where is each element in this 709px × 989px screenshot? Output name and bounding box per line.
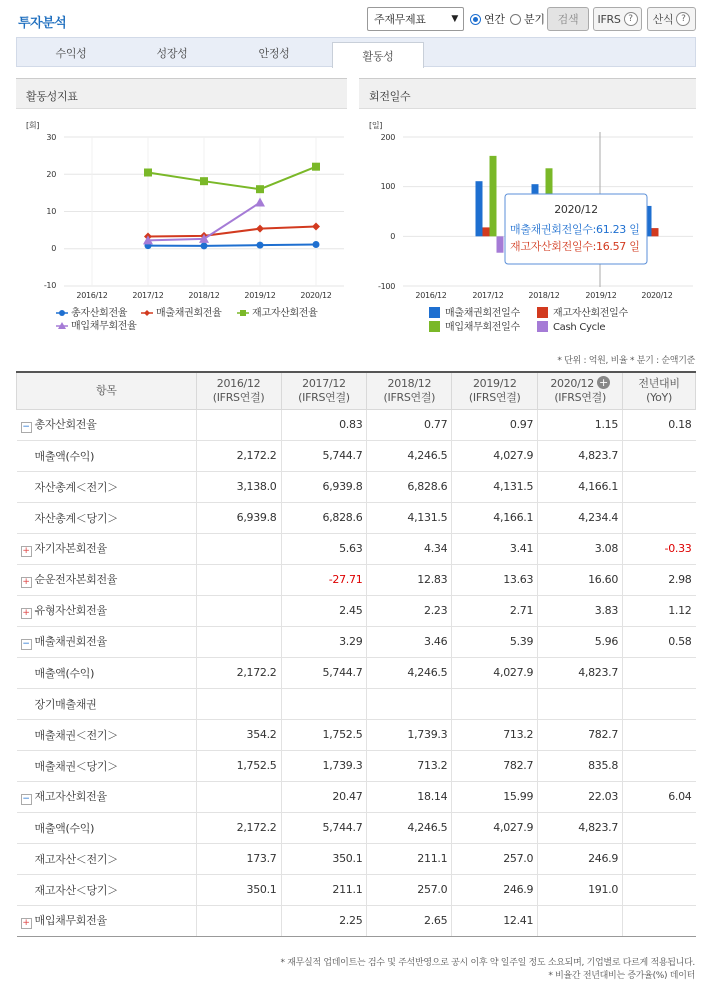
table-row: [17, 843, 696, 874]
tooltip-line-inventory: 재고자산회전일수:16.57 일: [510, 240, 640, 253]
right-ytick: 0: [390, 232, 395, 241]
left-ytick: -10: [43, 281, 56, 290]
legend-receivables-days[interactable]: 매출채권회전일수: [445, 308, 520, 319]
table-cell: 0.18: [623, 409, 696, 440]
table-header-row: [17, 372, 696, 409]
header-text: 2019/12: [472, 376, 517, 390]
table-cell: 246.9: [452, 874, 538, 905]
row-label-text: 재고자산＜전기＞: [34, 852, 118, 866]
tooltip-line-receivables: 매출채권회전일수:61.23 일: [510, 223, 640, 236]
legend-payables-days[interactable]: 매입채무회전일수: [445, 322, 520, 333]
row-label[interactable]: [17, 626, 197, 657]
row-label: [17, 750, 197, 781]
table-row: [17, 781, 696, 812]
table-cell: 0.97: [452, 409, 538, 440]
bar[interactable]: [652, 228, 659, 236]
row-label[interactable]: [17, 905, 197, 936]
table-cell: 2.23: [367, 595, 452, 626]
row-label: [17, 657, 197, 688]
formula-label: 산식: [652, 13, 674, 26]
header-col: [367, 372, 452, 409]
table-cell: 354.2: [196, 719, 281, 750]
report-type-select[interactable]: [367, 7, 464, 31]
data-point[interactable]: [312, 163, 320, 171]
turnover-days-bar-chart: [359, 110, 696, 338]
expand-icon[interactable]: +: [22, 918, 30, 928]
header-text: 2016/12: [216, 376, 261, 390]
table-cell: 2,172.2: [196, 440, 281, 471]
table-row: [17, 874, 696, 905]
table-cell: 713.2: [452, 719, 538, 750]
data-point[interactable]: [201, 242, 208, 249]
table-cell: [623, 874, 696, 905]
row-label: [17, 440, 197, 471]
table-cell: [196, 905, 281, 936]
table-row: [17, 440, 696, 471]
table-cell: 1,739.3: [281, 750, 367, 781]
tab-activity[interactable]: 활동성: [332, 42, 424, 68]
table-body: [17, 409, 696, 936]
right-xtick: 2016/12: [415, 291, 447, 300]
collapse-icon[interactable]: −: [22, 639, 30, 649]
table-cell: 6,828.6: [367, 471, 452, 502]
collapse-icon[interactable]: −: [22, 794, 30, 804]
legend-total-asset-turnover[interactable]: 총자산회전율: [71, 308, 128, 319]
table-cell: 4,027.9: [452, 440, 538, 471]
data-point[interactable]: [256, 185, 264, 193]
table-cell: 5.39: [452, 626, 538, 657]
table-cell: 15.99: [452, 781, 538, 812]
row-label[interactable]: [17, 533, 197, 564]
table-cell: 18.14: [367, 781, 452, 812]
table-cell: 1,752.5: [196, 750, 281, 781]
row-label[interactable]: [17, 781, 197, 812]
panel-title-turnover-days: 회전일수: [359, 78, 696, 109]
header-text: (IFRS연결): [468, 390, 521, 404]
table-cell: 257.0: [452, 843, 538, 874]
table-cell: [196, 564, 281, 595]
table-cell: 3.83: [538, 595, 623, 626]
header-col: [452, 372, 538, 409]
search-button-label: 검색: [557, 13, 579, 26]
table-row: [17, 595, 696, 626]
right-ytick: 200: [380, 133, 395, 142]
table-cell: 4,823.7: [538, 657, 623, 688]
header-text: (IFRS연결): [298, 390, 350, 404]
table-cell: [196, 595, 281, 626]
table-cell: [281, 688, 367, 719]
radio-selected-icon: [470, 14, 481, 25]
table-cell: [196, 688, 281, 719]
table-cell: 2.45: [281, 595, 367, 626]
data-point[interactable]: [256, 225, 264, 233]
row-label: [17, 843, 197, 874]
panel-title-activity: 활동성지표: [16, 78, 347, 109]
table-cell: 4,166.1: [452, 502, 538, 533]
table-row: [17, 750, 696, 781]
table-cell: 4,131.5: [452, 471, 538, 502]
table-row: [17, 471, 696, 502]
left-legend: [56, 306, 318, 332]
left-xtick: 2018/12: [188, 291, 220, 300]
table-cell: 4,246.5: [367, 440, 452, 471]
header-col: [281, 372, 367, 409]
table-cell: 3.46: [367, 626, 452, 657]
table-cell: [623, 843, 696, 874]
table-cell: [623, 502, 696, 533]
right-ytick: -100: [378, 282, 395, 291]
table-cell: 0.83: [281, 409, 367, 440]
table-cell: [538, 905, 623, 936]
right-xtick: 2020/12: [641, 291, 673, 300]
question-icon: ?: [676, 12, 690, 26]
legend-marker-icon: [429, 321, 440, 332]
legend-marker-icon: [240, 310, 246, 316]
row-label[interactable]: [17, 564, 197, 595]
table-row: [17, 626, 696, 657]
header-text: 전년대비: [638, 376, 680, 390]
table-cell: [452, 688, 538, 719]
left-gridlines: [64, 137, 344, 286]
table-cell: 173.7: [196, 843, 281, 874]
table-cell: 211.1: [367, 843, 452, 874]
table-cell: 3.29: [281, 626, 367, 657]
table-cell: 5,744.7: [281, 440, 367, 471]
table-cell: 4,823.7: [538, 440, 623, 471]
table-cell: [367, 688, 452, 719]
header-text: 항목: [95, 383, 117, 397]
row-label: [17, 502, 197, 533]
header-col: [196, 372, 281, 409]
table-cell: [623, 688, 696, 719]
table-cell: 4,234.4: [538, 502, 623, 533]
table-cell: [623, 471, 696, 502]
table-cell: 0.58: [623, 626, 696, 657]
series-line: [148, 227, 316, 237]
table-cell: 1.15: [538, 409, 623, 440]
row-label[interactable]: [17, 595, 197, 626]
left-xtick: 2017/12: [132, 291, 164, 300]
row-label-text: 매출채권회전율: [34, 635, 107, 648]
row-label-text: 유형자산회전율: [34, 604, 107, 617]
question-icon: ?: [624, 12, 638, 26]
expand-icon[interactable]: +: [22, 577, 30, 587]
radio-quarter[interactable]: [510, 11, 545, 27]
table-cell: 1,752.5: [281, 719, 367, 750]
table-cell: 835.8: [538, 750, 623, 781]
search-button[interactable]: [547, 7, 589, 31]
table-cell: [538, 688, 623, 719]
left-ytick: 20: [46, 170, 56, 179]
expand-plus-icon[interactable]: +: [597, 376, 610, 389]
header-col: [538, 372, 623, 409]
bar[interactable]: [490, 156, 497, 236]
row-label-text: 매출채권＜당기＞: [34, 759, 118, 773]
right-xtick: 2017/12: [472, 291, 504, 300]
table-row: [17, 564, 696, 595]
left-series: [143, 163, 320, 250]
table-cell: 2,172.2: [196, 657, 281, 688]
table-row: [17, 812, 696, 843]
table-cell: 4,246.5: [367, 657, 452, 688]
table-row: [17, 502, 696, 533]
radio-quarter-label: 분기: [524, 13, 545, 26]
left-ytick: 10: [46, 207, 56, 216]
legend-marker-icon: [144, 310, 150, 316]
chart-tooltip: [505, 194, 647, 264]
activity-line-chart: [16, 110, 348, 338]
table-cell: 3,138.0: [196, 471, 281, 502]
table-cell: 713.2: [367, 750, 452, 781]
table-cell: 1.12: [623, 595, 696, 626]
table-cell: 16.60: [538, 564, 623, 595]
bar[interactable]: [483, 227, 490, 236]
table-cell: 4,823.7: [538, 812, 623, 843]
table-cell: 22.03: [538, 781, 623, 812]
header-text: (IFRS연결): [383, 390, 436, 404]
ifrs-label: IFRS: [597, 12, 621, 26]
table-cell: 6,939.8: [281, 471, 367, 502]
legend-marker-icon: [429, 307, 440, 318]
table-cell: 191.0: [538, 874, 623, 905]
radio-annual[interactable]: [470, 11, 505, 27]
series-line: [148, 244, 316, 245]
table-cell: 4,246.5: [367, 812, 452, 843]
table-cell: [196, 533, 281, 564]
right-y-unit: [일]: [369, 121, 383, 130]
table-cell: 5.96: [538, 626, 623, 657]
table-cell: 4,166.1: [538, 471, 623, 502]
footnote-yoy: * 비율간 전년대비는 증가율(%) 데이터: [548, 971, 695, 981]
expand-icon[interactable]: +: [22, 546, 30, 556]
ifrs-help-button[interactable]: [593, 7, 642, 31]
row-label-text: 자산총계＜당기＞: [34, 511, 118, 525]
table-cell: 2.71: [452, 595, 538, 626]
units-note: * 단위 : 억원, 비율 * 분기 : 순액기준: [557, 356, 695, 366]
right-xtick: 2019/12: [585, 291, 617, 300]
row-label-text: 자기자본회전율: [34, 542, 107, 555]
row-label-text: 자산총계＜전기＞: [34, 480, 118, 494]
tooltip-title: 2020/12: [554, 203, 598, 216]
left-xtick: 2016/12: [76, 291, 108, 300]
left-ytick: 0: [51, 244, 56, 253]
right-legend: [429, 306, 629, 333]
table-cell: 20.47: [281, 781, 367, 812]
page-title: 투자분석: [18, 16, 67, 31]
left-xtick: 2020/12: [300, 291, 332, 300]
table-cell: 4,027.9: [452, 812, 538, 843]
header-col: [623, 372, 696, 409]
table-row: [17, 409, 696, 440]
footnote-update: * 재무실적 업데이트는 검수 및 주석반영으로 공시 이후 약 일주일 정도 소요되며, 기업별로 다르게 적용됩니다.: [280, 958, 695, 968]
report-type-value: 주재무제표: [374, 13, 426, 26]
row-label-text: 매출액(수익): [34, 449, 95, 463]
row-label-text: 순운전자본회전율: [34, 573, 118, 586]
data-point[interactable]: [200, 177, 208, 185]
table-cell: 1,739.3: [367, 719, 452, 750]
table-cell: [623, 657, 696, 688]
legend-marker-icon: [537, 321, 548, 332]
tab-stability[interactable]: 안정성: [258, 46, 290, 60]
table-cell: [623, 750, 696, 781]
data-point[interactable]: [312, 223, 320, 231]
row-label[interactable]: [17, 409, 197, 440]
tab-growth[interactable]: 성장성: [156, 46, 188, 60]
header-text: 2018/12: [387, 376, 432, 390]
table-row: [17, 688, 696, 719]
table-cell: 4,131.5: [367, 502, 452, 533]
table-cell: 13.63: [452, 564, 538, 595]
legend-inventory-days[interactable]: 재고자산회전일수: [553, 308, 628, 319]
row-label-text: 총자산회전율: [34, 418, 97, 431]
table-cell: 5,744.7: [281, 657, 367, 688]
legend-receivables-turnover[interactable]: 매출채권회전율: [156, 308, 222, 319]
table-cell: 4.34: [367, 533, 452, 564]
table-cell: 0.77: [367, 409, 452, 440]
table-cell: -27.71: [281, 564, 367, 595]
data-point[interactable]: [257, 242, 264, 249]
table-cell: 3.41: [452, 533, 538, 564]
legend-inventory-turnover[interactable]: 재고자산회전율: [252, 308, 318, 319]
tab-bar: [16, 37, 696, 67]
table-cell: 2,172.2: [196, 812, 281, 843]
row-label-text: 장기매출채권: [34, 697, 97, 711]
right-ytick: 100: [380, 182, 395, 191]
table-cell: 5.63: [281, 533, 367, 564]
legend-payables-turnover[interactable]: 매입채무회전율: [71, 321, 137, 332]
expand-icon[interactable]: +: [22, 608, 30, 618]
table-cell: 782.7: [538, 719, 623, 750]
table-cell: [623, 719, 696, 750]
formula-help-button[interactable]: [647, 7, 696, 31]
table-cell: 2.25: [281, 905, 367, 936]
table-cell: 4,027.9: [452, 657, 538, 688]
row-label-text: 매출액(수익): [34, 666, 95, 680]
row-label: [17, 688, 197, 719]
legend-marker-icon: [59, 310, 65, 316]
legend-marker-icon: [537, 307, 548, 318]
header-text: 2020/12: [550, 377, 594, 391]
table-cell: -0.33: [623, 533, 696, 564]
collapse-icon[interactable]: −: [22, 422, 30, 432]
table-cell: 6,828.6: [281, 502, 367, 533]
header-item: [17, 372, 197, 409]
table-cell: 12.83: [367, 564, 452, 595]
left-y-unit: [회]: [26, 121, 40, 130]
table-cell: [196, 626, 281, 657]
table-cell: [196, 781, 281, 812]
series-line: [148, 167, 316, 189]
right-xtick: 2018/12: [528, 291, 560, 300]
radio-unselected-icon: [510, 14, 521, 25]
table-row: [17, 657, 696, 688]
header-text: (YoY): [646, 390, 672, 404]
table-cell: 2.98: [623, 564, 696, 595]
row-label-text: 재고자산＜당기＞: [34, 883, 118, 897]
row-label: [17, 471, 197, 502]
data-point[interactable]: [255, 198, 265, 207]
table-cell: 782.7: [452, 750, 538, 781]
table-cell: 6.04: [623, 781, 696, 812]
table-cell: 2.65: [367, 905, 452, 936]
table-cell: 6,939.8: [196, 502, 281, 533]
row-label: [17, 719, 197, 750]
data-point[interactable]: [144, 168, 152, 176]
left-xtick: 2019/12: [244, 291, 276, 300]
table-cell: 211.1: [281, 874, 367, 905]
table-cell: 350.1: [281, 843, 367, 874]
row-label-text: 매출액(수익): [34, 821, 95, 835]
table-cell: 12.41: [452, 905, 538, 936]
table-cell: 350.1: [196, 874, 281, 905]
table-cell: 3.08: [538, 533, 623, 564]
table-row: [17, 533, 696, 564]
tab-profitability[interactable]: 수익성: [55, 46, 87, 60]
header-text: 2017/12: [302, 376, 346, 390]
activity-table: [16, 371, 696, 937]
row-label: [17, 812, 197, 843]
table-cell: 5,744.7: [281, 812, 367, 843]
header-text: (IFRS연결): [554, 391, 606, 405]
table-row: [17, 905, 696, 936]
row-label: [17, 874, 197, 905]
bar[interactable]: [497, 236, 504, 252]
table-cell: [623, 440, 696, 471]
left-ytick: 30: [46, 133, 56, 142]
chevron-down-icon: ▼: [451, 14, 458, 24]
row-label-text: 매입채무회전율: [34, 914, 107, 927]
row-label-text: 매출채권＜전기＞: [34, 728, 118, 742]
table-row: [17, 719, 696, 750]
table-cell: [623, 905, 696, 936]
row-label-text: 재고자산회전율: [34, 790, 107, 803]
data-point[interactable]: [313, 241, 320, 248]
table-cell: 257.0: [367, 874, 452, 905]
table-cell: [196, 409, 281, 440]
radio-annual-label: 연간: [484, 13, 505, 26]
header-text: (IFRS연결): [212, 390, 265, 404]
legend-cash-cycle[interactable]: Cash Cycle: [553, 322, 606, 333]
table-cell: [623, 812, 696, 843]
bar[interactable]: [476, 181, 483, 236]
table-cell: 246.9: [538, 843, 623, 874]
